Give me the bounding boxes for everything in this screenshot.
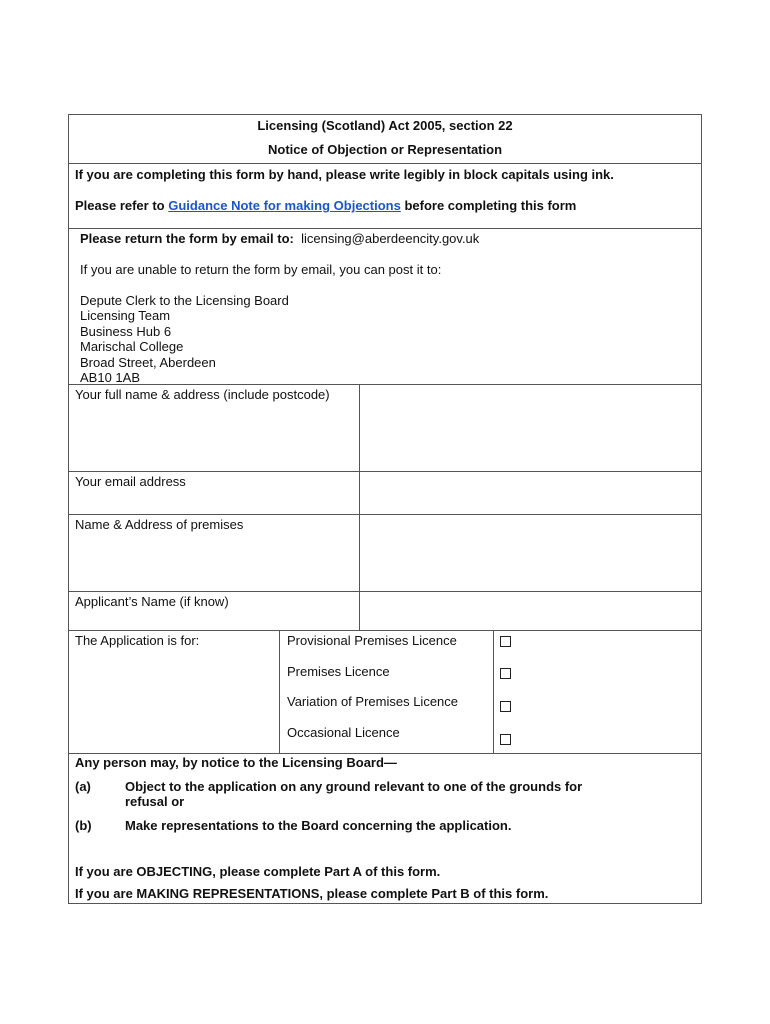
address-line: Licensing Team [80, 308, 171, 324]
part-b-instruction: If you are MAKING REPRESENTATIONS, please complete Part B of this form. [75, 886, 549, 901]
email-label: Your email address [75, 474, 186, 489]
postal-address [80, 293, 289, 385]
option-variation: Variation of Premises Licence [287, 694, 459, 709]
notice-a-text-1: Object to the application on any ground relevant to one of the grounds for [125, 779, 583, 794]
applicant-row [69, 591, 701, 630]
email-row [69, 471, 701, 514]
notice-section [69, 753, 701, 903]
checkbox-variation[interactable] [500, 701, 511, 712]
name-address-label: Your full name & address (include postcode) [75, 387, 330, 402]
checkbox-premises[interactable] [500, 668, 511, 679]
notice-a-label: (a) [75, 779, 91, 794]
address-line: AB10 1AB [80, 370, 140, 386]
name-address-row [69, 384, 701, 471]
address-line: Business Hub 6 [80, 323, 172, 339]
checkbox-occasional[interactable] [500, 734, 511, 745]
form-header [69, 115, 701, 164]
form-title: Licensing (Scotland) Act 2005, section 22 [257, 118, 513, 133]
notice-b-label: (b) [75, 818, 92, 833]
guidance-note-link[interactable]: Guidance Note for making Objections [168, 198, 401, 213]
applicant-label: Applicant’s Name (if know) [75, 594, 229, 609]
option-premises: Premises Licence [287, 664, 390, 679]
instruction-handwriting: If you are completing this form by hand, please write legibly in block capitals using ink. [75, 167, 614, 182]
application-type-label: The Application is for: [75, 633, 200, 648]
return-email-address: licensing@aberdeencity.gov.uk [301, 231, 480, 246]
return-email-label: Please return the form by email to: [80, 231, 294, 246]
part-a-instruction: If you are OBJECTING, please complete Part A of this form. [75, 864, 441, 879]
notice-a-text-2: refusal or [125, 794, 185, 809]
address-line: Marischal College [80, 339, 184, 355]
objection-form [68, 114, 702, 904]
address-line: Broad Street, Aberdeen [80, 354, 216, 370]
premises-row [69, 514, 701, 591]
application-type-row [69, 630, 701, 753]
option-provisional-premises: Provisional Premises Licence [287, 633, 457, 648]
option-occasional: Occasional Licence [287, 725, 400, 740]
post-text: If you are unable to return the form by email, you can post it to: [80, 262, 442, 277]
instructions [69, 164, 701, 229]
address-line: Depute Clerk to the Licensing Board [80, 293, 289, 308]
checkbox-provisional-premises[interactable] [500, 636, 511, 647]
form-subtitle: Notice of Objection or Representation [267, 142, 503, 157]
return-email-line [80, 231, 479, 246]
instruction-guidance: Please refer to Guidance Note for making Objections before completing this form [75, 198, 577, 213]
return-info [69, 229, 701, 384]
premises-label: Name & Address of premises [75, 517, 244, 532]
notice-b-text: Make representations to the Board concerning the application. [125, 818, 512, 833]
notice-intro: Any person may, by notice to the Licensing Board— [75, 755, 397, 770]
